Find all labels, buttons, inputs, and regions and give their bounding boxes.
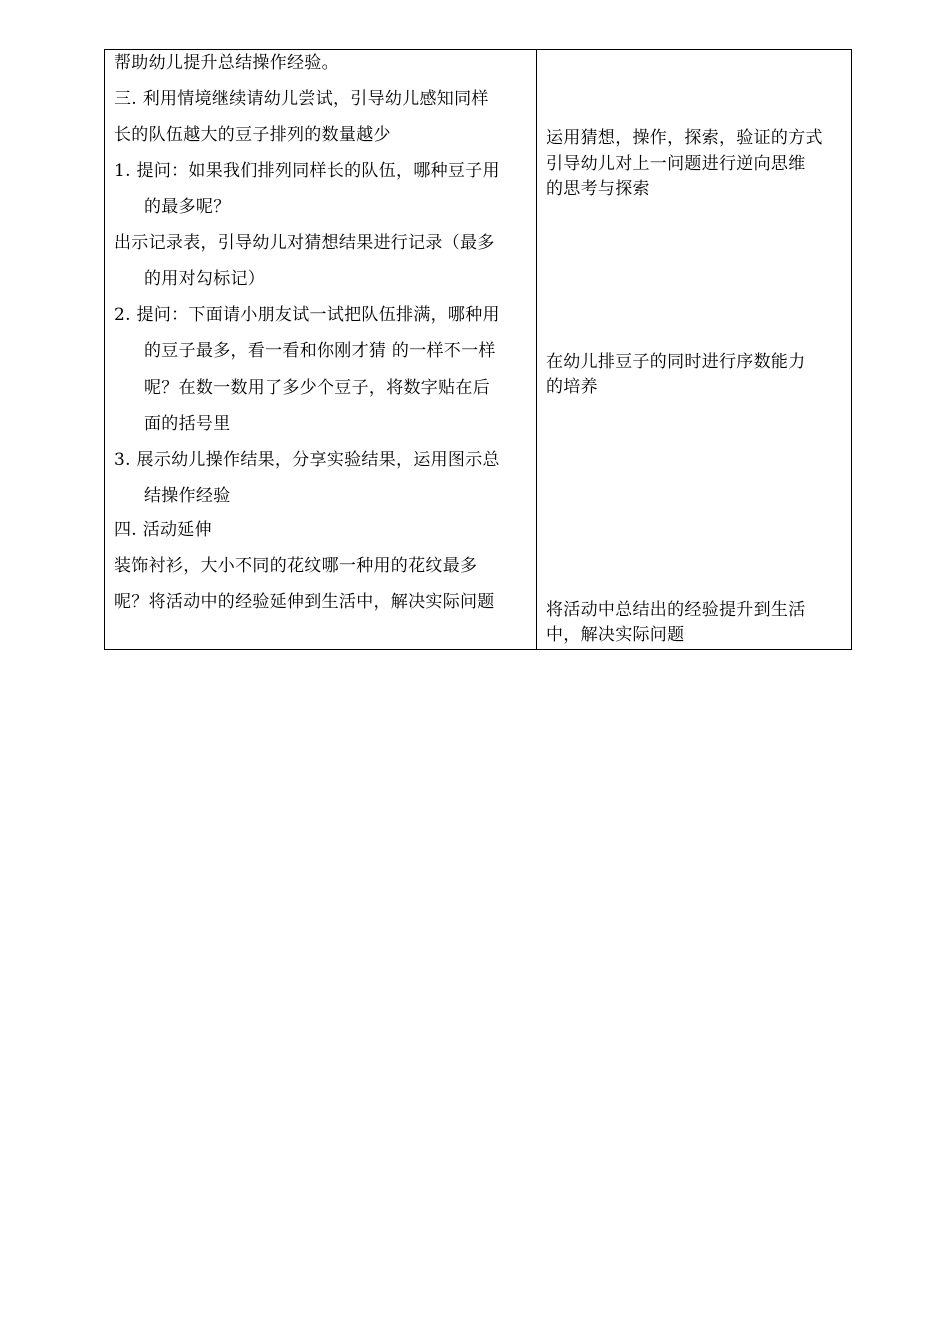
step-2-question: 2. 提问：下面请小朋友试一试把队伍排满，哪种用 — [114, 305, 500, 325]
intent-note-1: 引导幼儿对上一问题进行逆向思维 — [546, 154, 806, 174]
intent-note-3: 将活动中总结出的经验提升到生活 — [546, 600, 806, 620]
lesson-plan-table — [104, 49, 852, 650]
record-sheet-text: 出示记录表，引导幼儿对猜想结果进行记录（最多 — [114, 233, 495, 253]
intent-note-2: 在幼儿排豆子的同时进行序数能力 — [546, 352, 806, 372]
step-3-summary: 3. 展示幼儿操作结果，分享实验结果，运用图示总 — [114, 450, 500, 470]
process-text-line: 的最多呢？ — [144, 197, 231, 217]
process-text-line: 的豆子最多，看一看和你刚才猜 的一样不一样 — [144, 341, 496, 361]
intent-note-2: 的培养 — [546, 377, 598, 397]
process-text-line: 的用对勾标记） — [144, 269, 266, 289]
extension-text: 呢？将活动中的经验延伸到生活中，解决实际问题 — [114, 592, 495, 612]
intent-note-1: 的思考与探索 — [546, 179, 650, 199]
process-text-line: 呢？在数一数用了多少个豆子，将数字贴在后 — [144, 378, 490, 398]
section-heading-4: 四. 活动延伸 — [114, 520, 212, 540]
intent-note-3: 中，解决实际问题 — [546, 625, 685, 645]
section-heading-3: 三. 利用情境继续请幼儿尝试，引导幼儿感知同样 — [114, 89, 489, 109]
process-text-line: 结操作经验 — [144, 486, 231, 506]
column-divider — [536, 50, 537, 649]
process-text-line: 面的括号里 — [144, 414, 231, 434]
process-text-line: 长的队伍越大的豆子排列的数量越少 — [114, 125, 391, 145]
intent-note-1: 运用猜想，操作，探索，验证的方式 — [546, 128, 823, 148]
step-1-question: 1. 提问：如果我们排列同样长的队伍，哪种豆子用 — [114, 161, 500, 181]
extension-text: 装饰衬衫，大小不同的花纹哪一种用的花纹最多 — [114, 556, 478, 576]
process-text-line: 帮助幼儿提升总结操作经验。 — [114, 53, 339, 73]
